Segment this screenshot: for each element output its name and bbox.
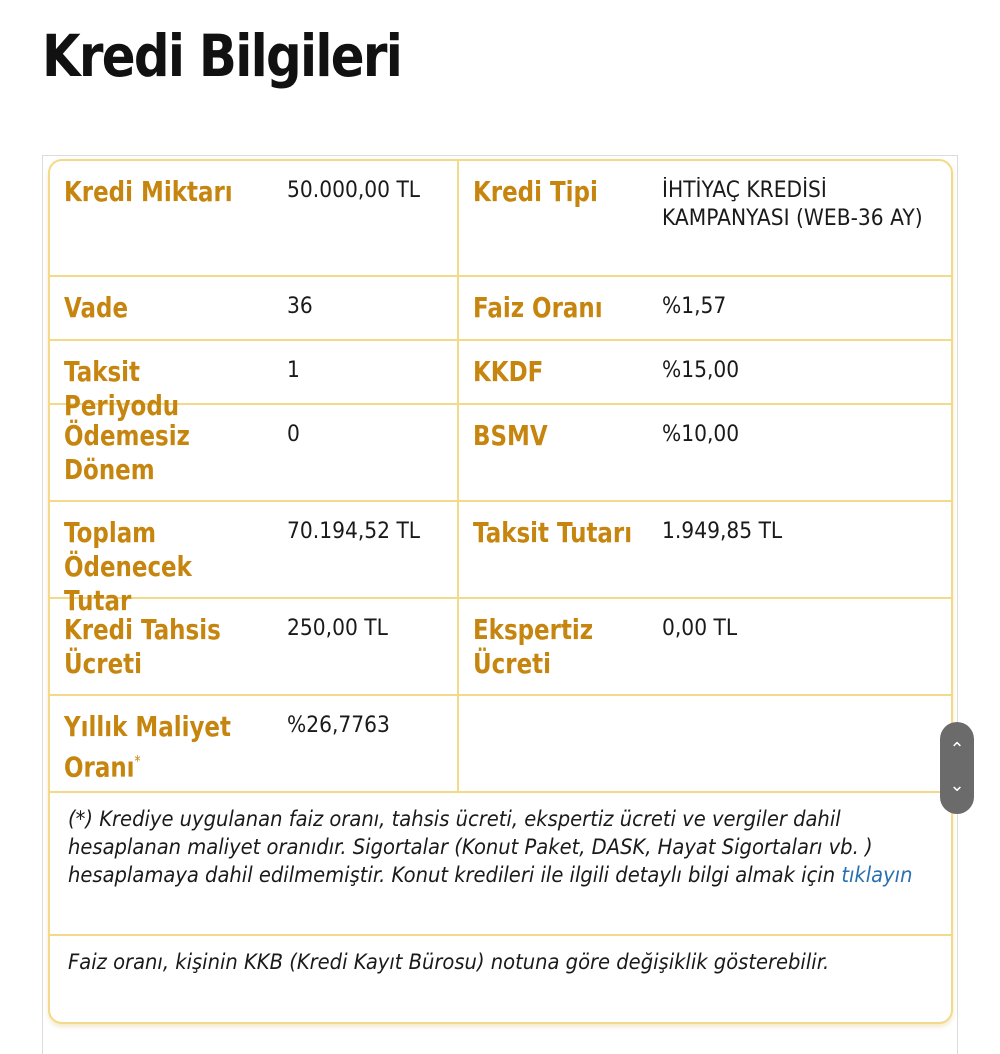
total-payable-value: 70.194,52 TL bbox=[287, 519, 421, 544]
table-row bbox=[50, 339, 951, 422]
allocation-fee-value: 250,00 TL bbox=[287, 616, 388, 641]
loan-amount-label: Kredi Miktarı bbox=[64, 175, 233, 208]
term-value: 36 bbox=[287, 294, 313, 319]
table-row bbox=[50, 161, 951, 275]
disclaimer-text: Faiz oranı, kişinin KKB (Kredi Kayıt Bürosu) notuna göre değişiklik gösterebilir. bbox=[68, 950, 830, 974]
bsmv-label: BSMV bbox=[473, 419, 548, 452]
table-row bbox=[50, 597, 951, 694]
loan-amount-value: 50.000,00 TL bbox=[287, 178, 421, 203]
term-label: Vade bbox=[64, 291, 129, 324]
installment-period-value: 1 bbox=[287, 358, 300, 383]
bsmv-value: %10,00 bbox=[662, 422, 740, 447]
loan-info-table bbox=[48, 159, 953, 1024]
loan-info-card bbox=[42, 155, 958, 1054]
footnote-marker: * bbox=[134, 752, 141, 770]
page-title: Kredi Bilgileri bbox=[42, 22, 402, 90]
annual-cost-rate-value: %26,7763 bbox=[287, 713, 390, 738]
annual-cost-rate-label bbox=[64, 710, 261, 784]
table-row bbox=[50, 694, 951, 791]
loan-type-value: İHTİYAÇ KREDİSİ KAMPANYASI (WEB-36 AY) bbox=[662, 178, 923, 231]
table-row bbox=[50, 275, 951, 339]
annual-cost-rate-label-text: Yıllık Maliyet Oranı bbox=[64, 710, 231, 784]
details-link[interactable]: tıklayın bbox=[841, 863, 913, 887]
grace-period-value: 0 bbox=[287, 422, 300, 447]
table-row bbox=[50, 403, 951, 500]
installment-period-label: Taksit Periyodu bbox=[64, 355, 180, 422]
kkdf-label: KKDF bbox=[473, 355, 544, 388]
chevron-down-icon[interactable]: ⌄ bbox=[949, 775, 965, 796]
grace-period-label: Ödemesiz Dönem bbox=[64, 419, 190, 486]
chevron-up-icon[interactable]: ⌃ bbox=[949, 739, 965, 760]
allocation-fee-label: Kredi Tahsis Ücreti bbox=[64, 613, 221, 680]
table-row bbox=[50, 500, 951, 617]
footnote-interest-disclaimer bbox=[50, 934, 951, 1022]
installment-amount-label: Taksit Tutarı bbox=[473, 516, 633, 549]
kkdf-value: %15,00 bbox=[662, 358, 740, 383]
installment-amount-value: 1.949,85 TL bbox=[662, 519, 783, 544]
interest-rate-value: %1,57 bbox=[662, 294, 727, 319]
appraisal-fee-label: Ekspertiz Ücreti bbox=[473, 613, 594, 680]
scroll-control[interactable] bbox=[940, 722, 974, 814]
appraisal-fee-value: 0,00 TL bbox=[662, 616, 738, 641]
loan-type-label: Kredi Tipi bbox=[473, 175, 598, 208]
total-payable-label: Toplam Ödenecek Tutar bbox=[64, 516, 192, 617]
interest-rate-label: Faiz Oranı bbox=[473, 291, 603, 324]
footnote-cost-rate bbox=[50, 791, 951, 934]
footnote-text: (*) Krediye uygulanan faiz oranı, tahsis ücreti, ekspertiz ücreti ve vergiler dahil hesaplanan maliyet oranıdır. Sigortalar (Konut Paket, DASK, Hayat Sigortaları vb. ) hesaplamaya dahil edilmemiştir. Konut kredileri ile ilgili detaylı bilgi almak için bbox=[68, 807, 873, 887]
